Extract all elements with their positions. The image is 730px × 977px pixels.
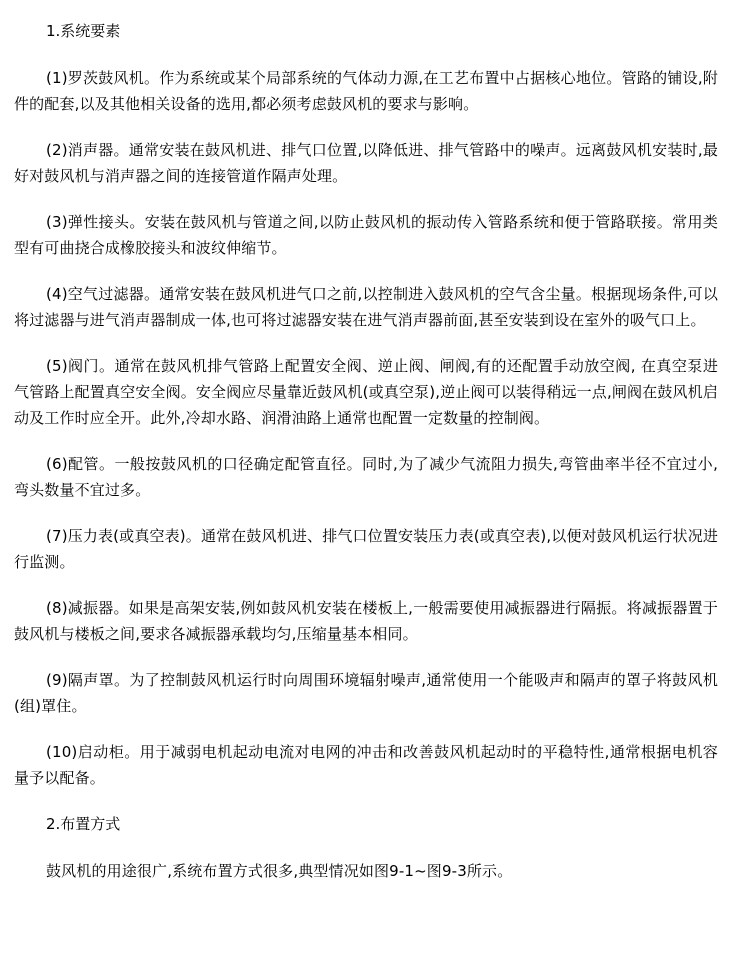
item-roots-blower: (1)罗茨鼓风机。作为系统或某个局部系统的气体动力源,在工艺布置中占据核心地位。管路的铺设,附件的配套,以及其他相关设备的选用,都必须考虑鼓风机的要求与影响。 [14, 69, 718, 113]
section-heading-layout: 2.布置方式 [46, 815, 121, 833]
item-valves: (5)阀门。通常在鼓风机排气管路上配置安全阀、逆止阀、闸阀,有的还配置手动放空阀, 在真空泵进气管路上配置真空安全阀。安全阀应尽量靠近鼓风机(或真空泵),逆止阀可以装得稍远一点,闸阀在鼓风机启动及工作时应全开。此外,冷却水路、润滑油路上通常也配置一定数量的控制阀。 [14, 357, 718, 427]
item-vibration-damper: (8)减振器。如果是高架安装,例如鼓风机安装在楼板上,一般需要使用减振器进行隔振。将减振器置于鼓风机与楼板之间,要求各减振器承载均匀,压缩量基本相同。 [14, 599, 718, 643]
item-piping: (6)配管。一般按鼓风机的口径确定配管直径。同时,为了减少气流阻力损失,弯管曲率半径不宜过小,弯头数量不宜过多。 [14, 455, 718, 499]
item-pressure-gauge: (7)压力表(或真空表)。通常在鼓风机进、排气口位置安装压力表(或真空表),以便对鼓风机运行状况进行监测。 [14, 527, 718, 571]
item-flexible-joint: (3)弹性接头。安装在鼓风机与管道之间,以防止鼓风机的振动传入管路系统和便于管路联接。常用类型有可曲挠合成橡胶接头和波纹伸缩节。 [14, 213, 718, 257]
item-sound-enclosure: (9)隔声罩。为了控制鼓风机运行时向周围环境辐射噪声,通常使用一个能吸声和隔声的罩子将鼓风机(组)罩住。 [14, 671, 718, 715]
section-heading-system-elements: 1.系统要素 [46, 22, 121, 40]
item-muffler: (2)消声器。通常安装在鼓风机进、排气口位置,以降低进、排气管路中的噪声。远离鼓风机安装时,最好对鼓风机与消声器之间的连接管道作隔声处理。 [14, 141, 718, 185]
item-air-filter: (4)空气过滤器。通常安装在鼓风机进气口之前,以控制进入鼓风机的空气含尘量。根据现场条件,可以将过滤器与进气消声器制成一体,也可将过滤器安装在进气消声器前面,甚至安装到设在室外的吸气口上。 [14, 285, 718, 329]
item-starter-cabinet: (10)启动柜。用于减弱电机起动电流对电网的冲击和改善鼓风机起动时的平稳特性,通常根据电机容量予以配备。 [14, 743, 718, 787]
layout-description: 鼓风机的用途很广,系统布置方式很多,典型情况如图9-1~图9-3所示。 [46, 862, 513, 880]
document-body [14, 18, 718, 904]
